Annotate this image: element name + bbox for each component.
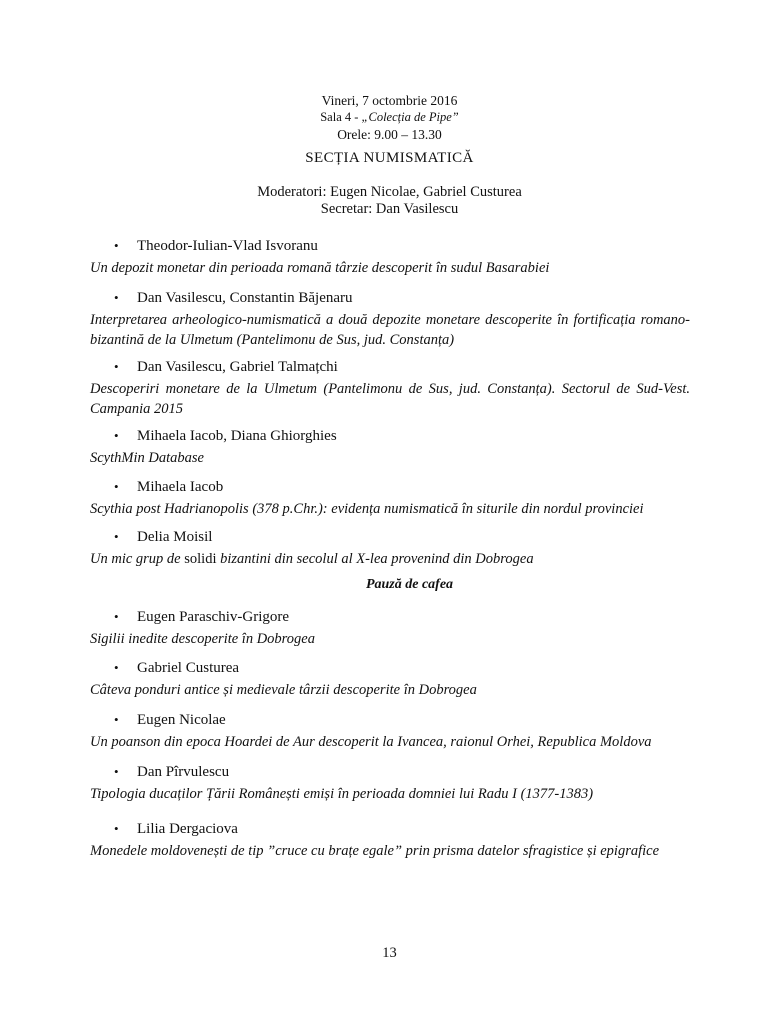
entry-title: Un poanson din epoca Hoardei de Aur descoperit la Ivancea, raionul Orhei, Republica Moldova [90, 734, 652, 750]
program-entry [90, 657, 690, 700]
entry-author: Dan Vasilescu, Gabriel Talmațchi [137, 359, 338, 375]
coffee-break: Pauză de cafea [365, 577, 454, 592]
bullet-icon: • [114, 821, 119, 836]
entry-author: Theodor-Iulian-Vlad Isvoranu [137, 238, 318, 254]
entry-title: Interpretarea arheologico-numismatică a două depozite monetare descoperite în fortificația romano-bizantină de la Ulmetum (Pantelimonu de Sus, jud. Constanța) [90, 312, 690, 348]
room-name: „Colecția de Pipe” [361, 110, 459, 124]
program-entry [90, 761, 690, 804]
entry-author: Gabriel Custurea [137, 660, 240, 676]
entry-title: ScythMin Database [90, 450, 204, 466]
program-entry [90, 818, 690, 861]
bullet-icon: • [114, 290, 119, 305]
entry-author: Dan Pîrvulescu [137, 764, 230, 780]
entry-title: Monedele moldovenești de tip ”cruce cu brațe egale” prin prisma datelor sfragistice și epigrafice [90, 843, 660, 859]
program-entry [90, 709, 690, 752]
bullet-icon: • [114, 660, 119, 675]
session-hours: Orele: 9.00 – 13.30 [337, 127, 442, 142]
entry-title [90, 549, 690, 569]
entry-title: Câteva ponduri antice și medievale târzii descoperite în Dobrogea [90, 682, 477, 698]
bullet-icon: • [114, 712, 119, 727]
program-entry [90, 356, 690, 419]
session-date: Vineri, 7 octombrie 2016 [321, 93, 458, 108]
program-entry [90, 425, 690, 468]
entry-title-part: Un mic grup de [90, 551, 185, 567]
entry-title-term: solidi [184, 551, 217, 567]
program-entry [90, 235, 690, 278]
bullet-icon: • [114, 529, 119, 544]
entry-title: Descoperiri monetare de la Ulmetum (Pantelimonu de Sus, jud. Constanța). Sectorul de Sud-Vest. Campania 2015 [90, 381, 690, 417]
program-entry [90, 287, 690, 350]
entry-title-part: bizantini din secolul al X-lea provenind din Dobrogea [216, 551, 534, 567]
entry-title: Tipologia ducaților Țării Românești emiși în perioada domniei lui Radu I (1377-1383) [90, 786, 594, 802]
entry-author: Eugen Nicolae [137, 712, 226, 728]
entry-author: Mihaela Iacob [137, 479, 224, 495]
entry-title: Un depozit monetar din perioada romană târzie descoperit în sudul Basarabiei [90, 260, 550, 276]
secretary: Secretar: Dan Vasilescu [320, 201, 459, 217]
entry-author: Eugen Paraschiv-Grigore [137, 609, 290, 625]
bullet-icon: • [114, 428, 119, 443]
entry-title: Scythia post Hadrianopolis (378 p.Chr.): evidența numismatică în siturile din nordul provinciei [90, 501, 644, 517]
bullet-icon: • [114, 609, 119, 624]
bullet-icon: • [114, 359, 119, 374]
entry-author: Delia Moisil [137, 529, 213, 545]
entry-author: Mihaela Iacob, Diana Ghiorghies [137, 428, 337, 444]
program-entry [90, 476, 690, 519]
section-title: SECȚIA NUMISMATICĂ [305, 150, 474, 166]
room-label: Sala 4 - [320, 110, 362, 124]
bullet-icon: • [114, 764, 119, 779]
bullet-icon: • [114, 479, 119, 494]
page-number: 13 [382, 945, 397, 961]
entry-author: Dan Vasilescu, Constantin Băjenaru [137, 290, 353, 306]
entry-author: Lilia Dergaciova [137, 821, 238, 837]
moderators: Moderatori: Eugen Nicolae, Gabriel Custurea [257, 184, 522, 200]
program-entry [90, 606, 690, 649]
program-entry [90, 526, 690, 569]
bullet-icon: • [114, 238, 119, 253]
entry-title: Sigilii inedite descoperite în Dobrogea [90, 631, 315, 647]
